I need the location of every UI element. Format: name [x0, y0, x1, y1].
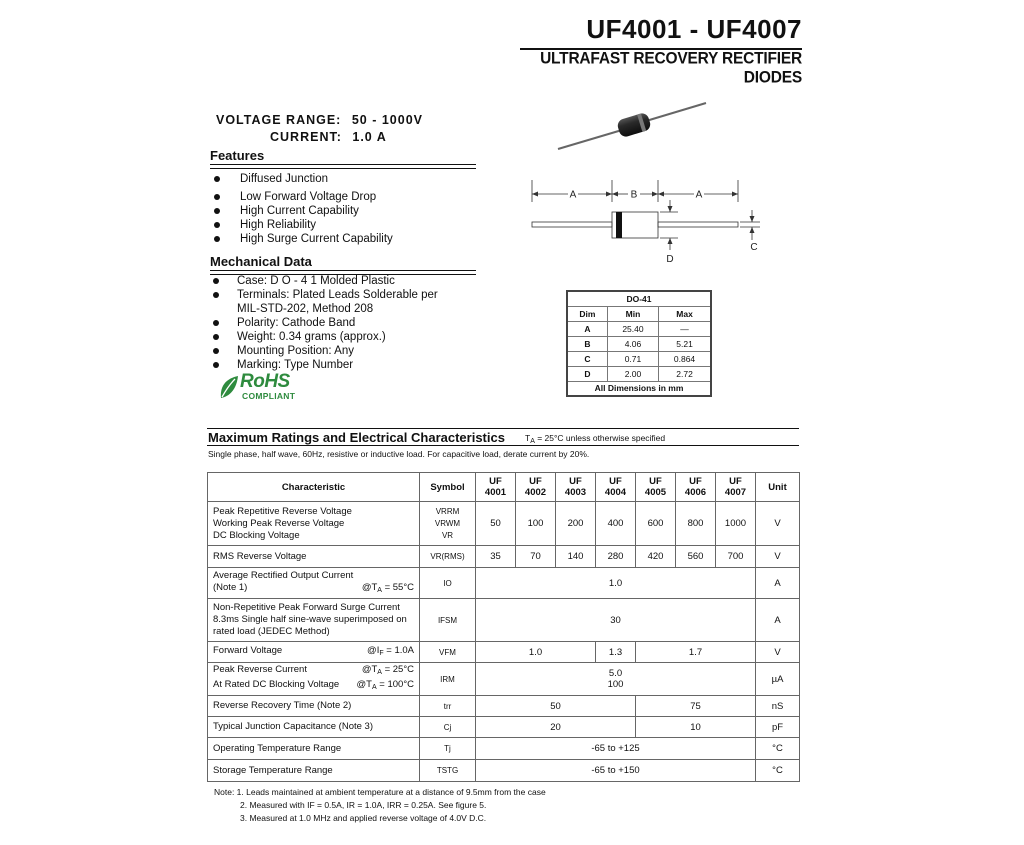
- list-item: Weight: 0.34 grams (approx.): [237, 330, 438, 344]
- list-item: High Reliability: [240, 218, 393, 232]
- bullet-icon: [214, 194, 220, 200]
- list-item: MIL-STD-202, Method 208: [237, 303, 374, 315]
- table-row: Average Rectified Output Current (Note 1) $@T_A = 55^\circ C$ IO 1.0 A: [208, 568, 800, 599]
- column-header: Max: [659, 306, 711, 321]
- bullet-icon: [213, 334, 219, 340]
- table-header-row: [208, 473, 800, 502]
- list-item: Polarity: Cathode Band: [237, 316, 438, 330]
- list-item: High Current Capability: [240, 204, 393, 218]
- column-header: Min: [607, 306, 658, 321]
- rohs-compliant-label: COMPLIANT: [242, 391, 296, 401]
- bullet-icon: [213, 278, 219, 284]
- part-number-title: UF4001 - UF4007: [586, 14, 802, 44]
- ratings-condition: $T_A = 25^\circ C$ unless otherwise specified: [525, 433, 666, 445]
- voltage-range-label: VOLTAGE RANGE:: [216, 113, 342, 127]
- current-label: CURRENT:: [270, 130, 342, 144]
- bullet-icon: [214, 236, 220, 242]
- leaf-icon: [218, 374, 240, 400]
- voltage-range-value: 50 - 1000V: [351, 113, 423, 127]
- table-row: Operating Temperature Range Tj -65 to +125 °C: [208, 738, 800, 760]
- column-header: UF 4007: [716, 473, 756, 502]
- dim-label-d: D: [666, 254, 674, 264]
- column-header: UF 4006: [676, 473, 716, 502]
- current-rating: [270, 130, 387, 144]
- table-row: A 25.40 —: [567, 321, 711, 336]
- bullet-icon: [213, 348, 219, 354]
- current-value: 1.0 A: [352, 130, 387, 144]
- table-row: D 2.00 2.72: [567, 366, 711, 381]
- part-subtitle: ULTRAFAST RECOVERY RECTIFIER DIODES: [540, 50, 802, 87]
- column-header: Symbol: [420, 473, 476, 502]
- ratings-load-note: Single phase, half wave, 60Hz, resistive or inductive load. For capacitive load, derate current by 20%.: [208, 449, 590, 459]
- dim-label-a-right: A: [695, 189, 703, 201]
- features-heading: Features: [210, 148, 476, 165]
- note-3: 3. Measured at 1.0 MHz and applied reverse voltage of 4.0V D.C.: [240, 813, 487, 823]
- dim-label-b: B: [630, 189, 638, 201]
- features-list: [240, 172, 393, 246]
- package-table-footer: All Dimensions in mm: [567, 381, 711, 396]
- column-header: UF 4002: [516, 473, 556, 502]
- bullet-icon: [214, 222, 220, 228]
- column-header: UF 4004: [596, 473, 636, 502]
- column-header: Dim: [567, 306, 607, 321]
- diode-illustration: [556, 100, 708, 152]
- ratings-heading-bar: [207, 428, 799, 446]
- table-row: B 4.06 5.21: [567, 336, 711, 351]
- table-row: Typical Junction Capacitance (Note 3) Cj 20 10 pF: [208, 717, 800, 738]
- dim-label-c: C: [750, 242, 758, 253]
- table-row: Non-Repetitive Peak Forward Surge Current 8.3ms Single half sine-wave superimposed on rated load (JEDEC Method) IFSM 30 A: [208, 599, 800, 642]
- package-table-title: DO-41: [567, 291, 711, 306]
- table-row: Storage Temperature Range TSTG -65 to +150 °C: [208, 760, 800, 782]
- voltage-range: [216, 113, 423, 127]
- bullet-icon: [214, 176, 220, 182]
- ratings-title: Maximum Ratings and Electrical Characteristics: [208, 430, 505, 445]
- list-item: Marking: Type Number: [237, 358, 438, 372]
- column-header: Unit: [756, 473, 800, 502]
- list-item: Case: D O - 4 1 Molded Plastic: [237, 274, 438, 288]
- note-1: Note: 1. Leads maintained at ambient temperature at a distance of 9.5mm from the case: [214, 787, 546, 797]
- list-item: Mounting Position: Any: [237, 344, 438, 358]
- table-row: Forward Voltage $@I_F = 1.0A$ VFM 1.0 1.3 1.7 V: [208, 642, 800, 663]
- table-row: C 0.71 0.864: [567, 351, 711, 366]
- bullet-icon: [214, 208, 220, 214]
- notes: [214, 786, 546, 825]
- table-row: RMS Reverse Voltage VR(RMS) 35 70 140 280 420 560 700 V: [208, 546, 800, 568]
- table-row: Peak Repetitive Reverse Voltage Working Peak Reverse Voltage DC Blocking Voltage VRRM VRWM VR 50 100 200 400 600 800 1000 V: [208, 502, 800, 546]
- column-header: UF 4001: [476, 473, 516, 502]
- rohs-logo: [218, 372, 308, 402]
- dim-label-a-left: A: [569, 189, 577, 201]
- rohs-mark: RoHS: [240, 371, 290, 392]
- column-header: UF 4003: [556, 473, 596, 502]
- table-row: Peak Reverse Current $@T_A = 25^\circ C$ At Rated DC Blocking Voltage $@T_A = 100^\circ C$ IRM 5.0 100 µA: [208, 663, 800, 696]
- note-2: 2. Measured with IF = 0.5A, IR = 1.0A, IRR = 0.25A. See figure 5.: [240, 800, 487, 810]
- ratings-table: [207, 472, 800, 782]
- column-header: UF 4005: [636, 473, 676, 502]
- bullet-icon: [213, 292, 219, 298]
- list-item: Low Forward Voltage Drop: [240, 190, 393, 204]
- column-header: Characteristic: [208, 473, 420, 502]
- mechanical-data-list: [237, 274, 438, 372]
- table-row: Reverse Recovery Time (Note 2) trr 50 75 nS: [208, 696, 800, 717]
- mechanical-data-heading: Mechanical Data: [210, 254, 476, 271]
- dimension-drawing: [528, 178, 768, 264]
- list-item: High Surge Current Capability: [240, 232, 393, 246]
- list-item: Terminals: Plated Leads Solderable per: [237, 288, 438, 302]
- bullet-icon: [213, 320, 219, 326]
- list-item: Diffused Junction: [240, 172, 393, 186]
- bullet-icon: [213, 362, 219, 368]
- package-dimension-table: [566, 290, 712, 397]
